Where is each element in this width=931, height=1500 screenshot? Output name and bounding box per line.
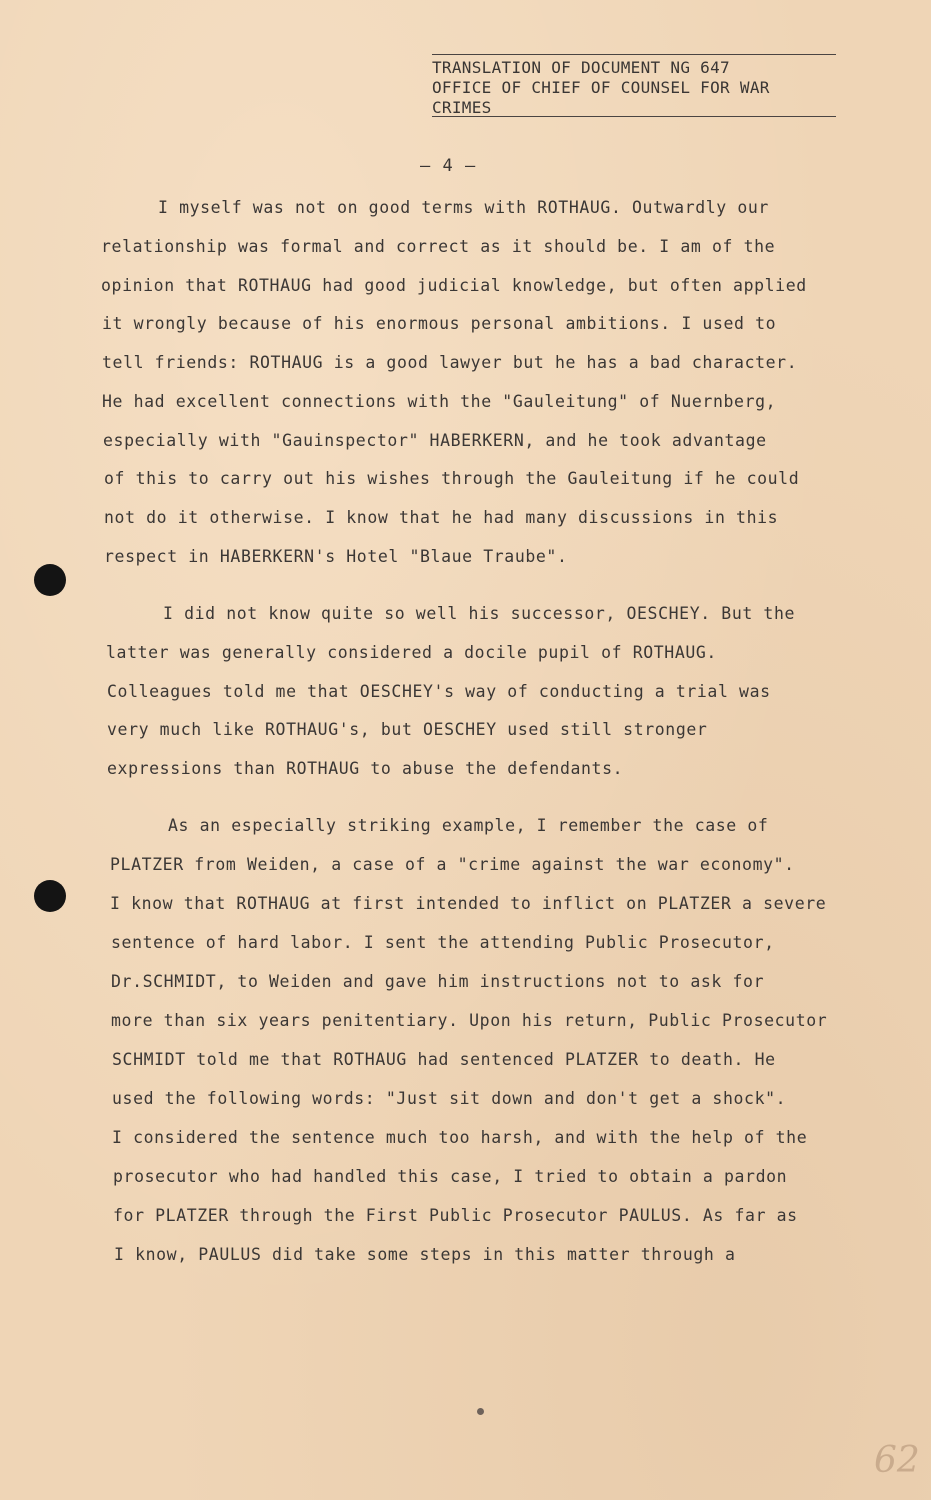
text-line: latter was generally considered a docile pupil of ROTHAUG. (106, 643, 717, 662)
text-line: I did not know quite so well his successor, OESCHEY. But the (163, 604, 796, 623)
text-line: Colleagues told me that OESCHEY's way of conducting a trial was (107, 682, 771, 701)
header-rule-bottom (432, 116, 836, 117)
folio-number: 62 (874, 1440, 920, 1481)
text-line: more than six years penitentiary. Upon his return, Public Prosecutor (111, 1011, 828, 1030)
text-line: used the following words: "Just sit down and don't get a shock". (112, 1089, 787, 1108)
ink-speck (477, 1408, 484, 1415)
text-line: SCHMIDT told me that ROTHAUG had sentenced PLATZER to death. He (112, 1050, 776, 1069)
text-line: sentence of hard labor. I sent the attending Public Prosecutor, (111, 933, 775, 952)
text-line: Dr.SCHMIDT, to Weiden and gave him instructions not to ask for (111, 972, 765, 991)
text-line: He had excellent connections with the "Gauleitung" of Nuernberg, (102, 392, 777, 411)
punch-hole (34, 880, 66, 912)
text-line: it wrongly because of his enormous personal ambitions. I used to (102, 314, 777, 333)
text-line: relationship was formal and correct as it should be. I am of the (101, 237, 776, 256)
text-line: I know that ROTHAUG at first intended to inflict on PLATZER a severe (110, 894, 827, 913)
text-line: PLATZER from Weiden, a case of a "crime against the war economy". (110, 855, 795, 874)
header-rule-top (432, 54, 836, 55)
text-line: for PLATZER through the First Public Prosecutor PAULUS. As far as (113, 1206, 798, 1225)
punch-hole (34, 564, 66, 596)
header-line-2: OFFICE OF CHIEF OF COUNSEL FOR WAR (432, 78, 770, 97)
text-line: As an especially striking example, I remember the case of (168, 816, 769, 835)
text-line: prosecutor who had handled this case, I tried to obtain a pardon (113, 1167, 788, 1186)
header-line-1: TRANSLATION OF DOCUMENT NG 647 (432, 58, 730, 77)
text-line: very much like ROTHAUG's, but OESCHEY used still stronger (107, 720, 708, 739)
text-line: of this to carry out his wishes through the Gauleitung if he could (104, 469, 800, 488)
text-line: respect in HABERKERN's Hotel "Blaue Traube". (104, 547, 568, 566)
text-line: opinion that ROTHAUG had good judicial knowledge, but often applied (101, 276, 807, 295)
header-line-3: CRIMES (432, 98, 492, 117)
text-line: I considered the sentence much too harsh, and with the help of the (112, 1128, 808, 1147)
text-line: I myself was not on good terms with ROTHAUG. Outwardly our (158, 198, 769, 217)
text-line: tell friends: ROTHAUG is a good lawyer but he has a bad character. (102, 353, 798, 372)
text-line: especially with "Gauinspector" HABERKERN, and he took advantage (103, 431, 767, 450)
text-line: I know, PAULUS did take some steps in this matter through a (114, 1245, 736, 1264)
text-line: expressions than ROTHAUG to abuse the defendants. (107, 759, 624, 778)
text-line: not do it otherwise. I know that he had many discussions in this (104, 508, 779, 527)
page-number: – 4 – (420, 156, 477, 176)
